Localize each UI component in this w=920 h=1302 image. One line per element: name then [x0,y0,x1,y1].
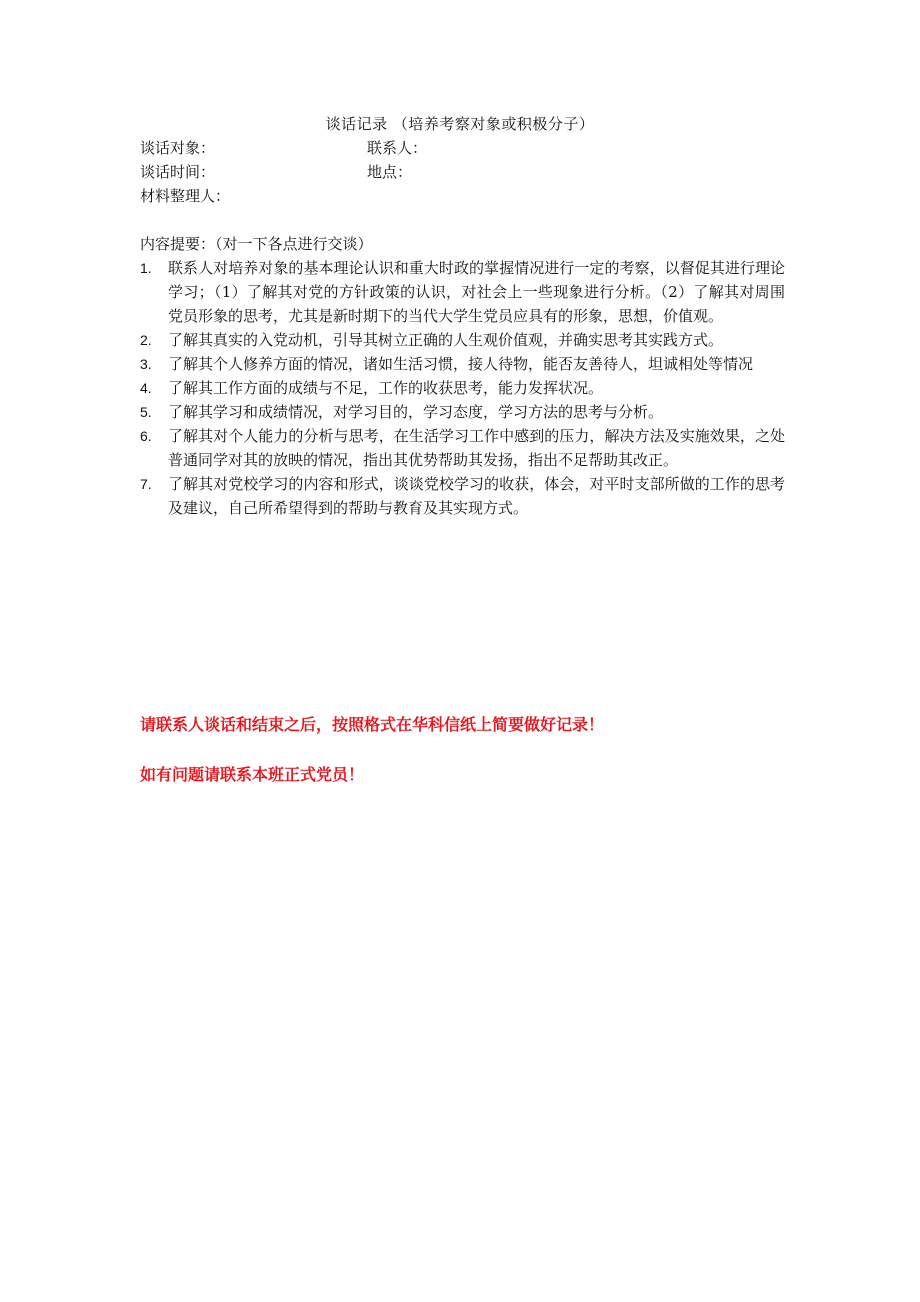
list-item-number: 1. [140,260,152,276]
list-item-number: 4. [140,380,152,396]
list-item-number: 2. [140,332,152,348]
contact-person-label: 联系人： [367,139,428,157]
list-item [140,328,785,352]
record-instruction-notice: 请联系人谈话和结束之后，按照格式在华科信纸上简要做好记录！ [140,715,605,734]
contact-member-notice: 如有问题请联系本班正式党员！ [140,765,365,784]
talk-time-label: 谈话时间： [140,163,216,181]
talk-subject-label: 谈话对象： [140,139,216,157]
list-item-text: 了解其对党校学习的内容和形式，谈谈党校学习的收获，体会，对平时支部所做的工作的思考及建议，自己所希望得到的帮助与教育及其实现方式。 [168,475,785,517]
list-item-text: 了解其对个人能力的分析与思考，在生活学习工作中感到的压力，解决方法及实施效果，之处普通同学对其的放映的情况，指出其优势帮助其发扬，指出不足帮助其改正。 [168,427,785,469]
list-item [140,472,785,520]
list-item-text: 了解其学习和成绩情况，对学习目的，学习态度，学习方法的思考与分析。 [168,403,664,421]
discussion-point-list [140,256,785,520]
list-item-text: 了解其工作方面的成绩与不足，工作的收获思考，能力发挥状况。 [168,379,604,397]
list-item [140,400,785,424]
list-item [140,376,785,400]
location-label: 地点： [367,163,413,181]
document-title: 谈话记录 （培养考察对象或积极分子） [325,115,595,133]
content-summary-heading: 内容提要：（对一下各点进行交谈） [140,235,373,253]
list-item-text: 了解其真实的入党动机，引导其树立正确的人生观价值观，并确实思考其实践方式。 [168,331,724,349]
list-item [140,424,785,472]
list-item-text: 了解其个人修养方面的情况，诸如生活习惯，接人待物，能否友善待人，坦诚相处等情况 [168,355,754,373]
list-item-number: 7. [140,476,152,492]
organizer-label: 材料整理人： [140,187,231,205]
list-item-text: 联系人对培养对象的基本理论认识和重大时政的掌握情况进行一定的考察，以督促其进行理论学习；（1）了解其对党的方针政策的认识，对社会上一些现象进行分析。（2）了解其对周围党员形象的思考，尤其是新时期下的当代大学生党员应具有的形象，思想，价值观。 [168,259,785,325]
list-item-number: 5. [140,404,152,420]
list-item [140,352,785,376]
list-item-number: 6. [140,428,152,444]
list-item-number: 3. [140,356,152,372]
list-item [140,256,785,328]
